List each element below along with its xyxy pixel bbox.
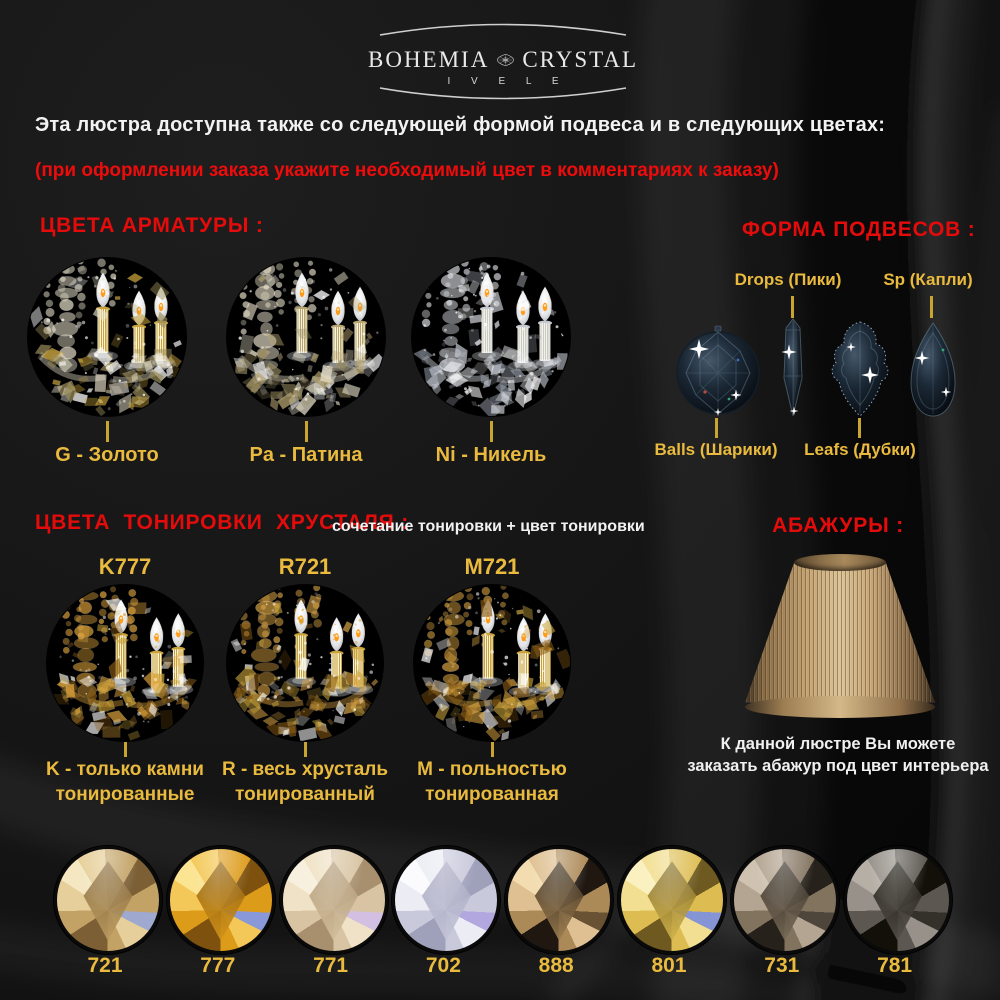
tinting-heading: ЦВЕТА ТОНИРОВКИ ХРУСТАЛЯ : xyxy=(35,511,409,534)
caption-line: тонированная xyxy=(425,784,559,805)
swatch-code-label: 777 xyxy=(200,954,236,977)
intro-line-1: Эта люстра доступна также со следующей формой подвеса и в следующих цветах: xyxy=(35,114,886,136)
connector-line xyxy=(305,421,308,442)
connector-line xyxy=(858,418,861,438)
tinting-photo-k777 xyxy=(46,584,204,742)
tinting-photo-r721 xyxy=(226,584,384,742)
swatch-code-label: 702 xyxy=(425,954,461,977)
tint-swatch-781 xyxy=(844,846,952,954)
pendant-almond-image xyxy=(903,320,963,418)
swatch-highlight xyxy=(283,849,385,951)
tint-swatch-702 xyxy=(392,846,500,954)
armature-label-nickel: Ni - Никель xyxy=(435,444,547,466)
connector-line xyxy=(124,742,127,757)
brand-left: BOHEMIA xyxy=(368,47,490,72)
tint-swatch-771 xyxy=(280,846,388,954)
connector-line xyxy=(791,296,794,318)
lampshade-bottom-rim xyxy=(745,696,935,718)
tinting-photo-m721 xyxy=(413,584,571,742)
caption-line: R - весь хрусталь xyxy=(221,759,389,780)
connector-line xyxy=(304,742,307,757)
brand-logo xyxy=(368,22,638,102)
swatch-highlight xyxy=(395,849,497,951)
caption-line: K - только камни xyxy=(46,759,204,780)
lampshade-body xyxy=(745,562,935,710)
caption-line: M - польностью xyxy=(417,759,567,780)
pendants-heading: ФОРМА ПОДВЕСОВ : xyxy=(742,218,976,241)
brand-subtitle: I V E L E xyxy=(447,76,568,87)
pendant-ball-image xyxy=(668,320,768,420)
tint-caption-m xyxy=(382,757,602,807)
armature-label-gold: G - Золото xyxy=(55,444,159,466)
pendant-leaf-image xyxy=(827,317,893,421)
lampshade-image xyxy=(745,554,935,718)
caption-line: тонированный xyxy=(235,784,375,805)
connector-line xyxy=(715,418,718,438)
swatch-code-label: 731 xyxy=(764,954,800,977)
connector-line xyxy=(106,421,109,442)
swatch-highlight xyxy=(621,849,723,951)
pendant-label-sp: Sp (Капли) xyxy=(883,270,973,289)
pendant-drop-image xyxy=(769,316,817,420)
armature-label-patina: Pa - Патина xyxy=(249,444,363,466)
armature-heading: ЦВЕТА АРМАТУРЫ : xyxy=(40,214,264,237)
swatch-highlight xyxy=(508,849,610,951)
crystal-rosette-icon xyxy=(497,45,514,75)
pendant-label-leafs: Leafs (Дубки) xyxy=(804,440,916,459)
swatch-highlight xyxy=(734,849,836,951)
tint-swatch-731 xyxy=(731,846,839,954)
brand-right: CRYSTAL xyxy=(522,47,638,72)
connector-line xyxy=(490,421,493,442)
tinting-subheading: сочетание тонировки + цвет тонировки xyxy=(332,518,645,535)
caption-line: тонированные xyxy=(55,784,195,805)
armature-photo-gold xyxy=(27,257,187,417)
armature-photo-patina xyxy=(226,257,386,417)
lampshade-top-opening xyxy=(794,554,886,571)
connector-line xyxy=(930,296,933,318)
intro-line-2: (при оформлении заказа укажите необходимый цвет в комментариях к заказу) xyxy=(35,160,779,181)
swatch-highlight xyxy=(57,849,159,951)
tint-code-r721: R721 xyxy=(278,554,332,579)
swatch-code-label: 721 xyxy=(87,954,123,977)
tint-swatch-721 xyxy=(54,846,162,954)
tint-code-k777: K777 xyxy=(98,554,152,579)
swatch-highlight xyxy=(170,849,272,951)
connector-line xyxy=(491,742,494,757)
tint-swatch-801 xyxy=(618,846,726,954)
swatch-highlight xyxy=(847,849,949,951)
pendant-label-drops: Drops (Пики) xyxy=(734,270,842,289)
pendant-label-balls: Balls (Шарики) xyxy=(654,440,778,459)
tint-swatch-777 xyxy=(167,846,275,954)
lampshades-heading: АБАЖУРЫ : xyxy=(772,514,904,537)
lampshade-caption-line2: заказать абажур под цвет интерьера xyxy=(687,757,989,775)
swatch-code-label: 888 xyxy=(538,954,574,977)
armature-photo-nickel xyxy=(411,257,571,417)
tint-swatch-888 xyxy=(505,846,613,954)
lampshade-caption-line1: К данной люстре Вы можете xyxy=(720,735,956,753)
swatch-code-label: 801 xyxy=(651,954,687,977)
swatch-code-label: 771 xyxy=(313,954,349,977)
swatch-code-label: 781 xyxy=(877,954,913,977)
tint-code-m721: M721 xyxy=(464,554,520,579)
